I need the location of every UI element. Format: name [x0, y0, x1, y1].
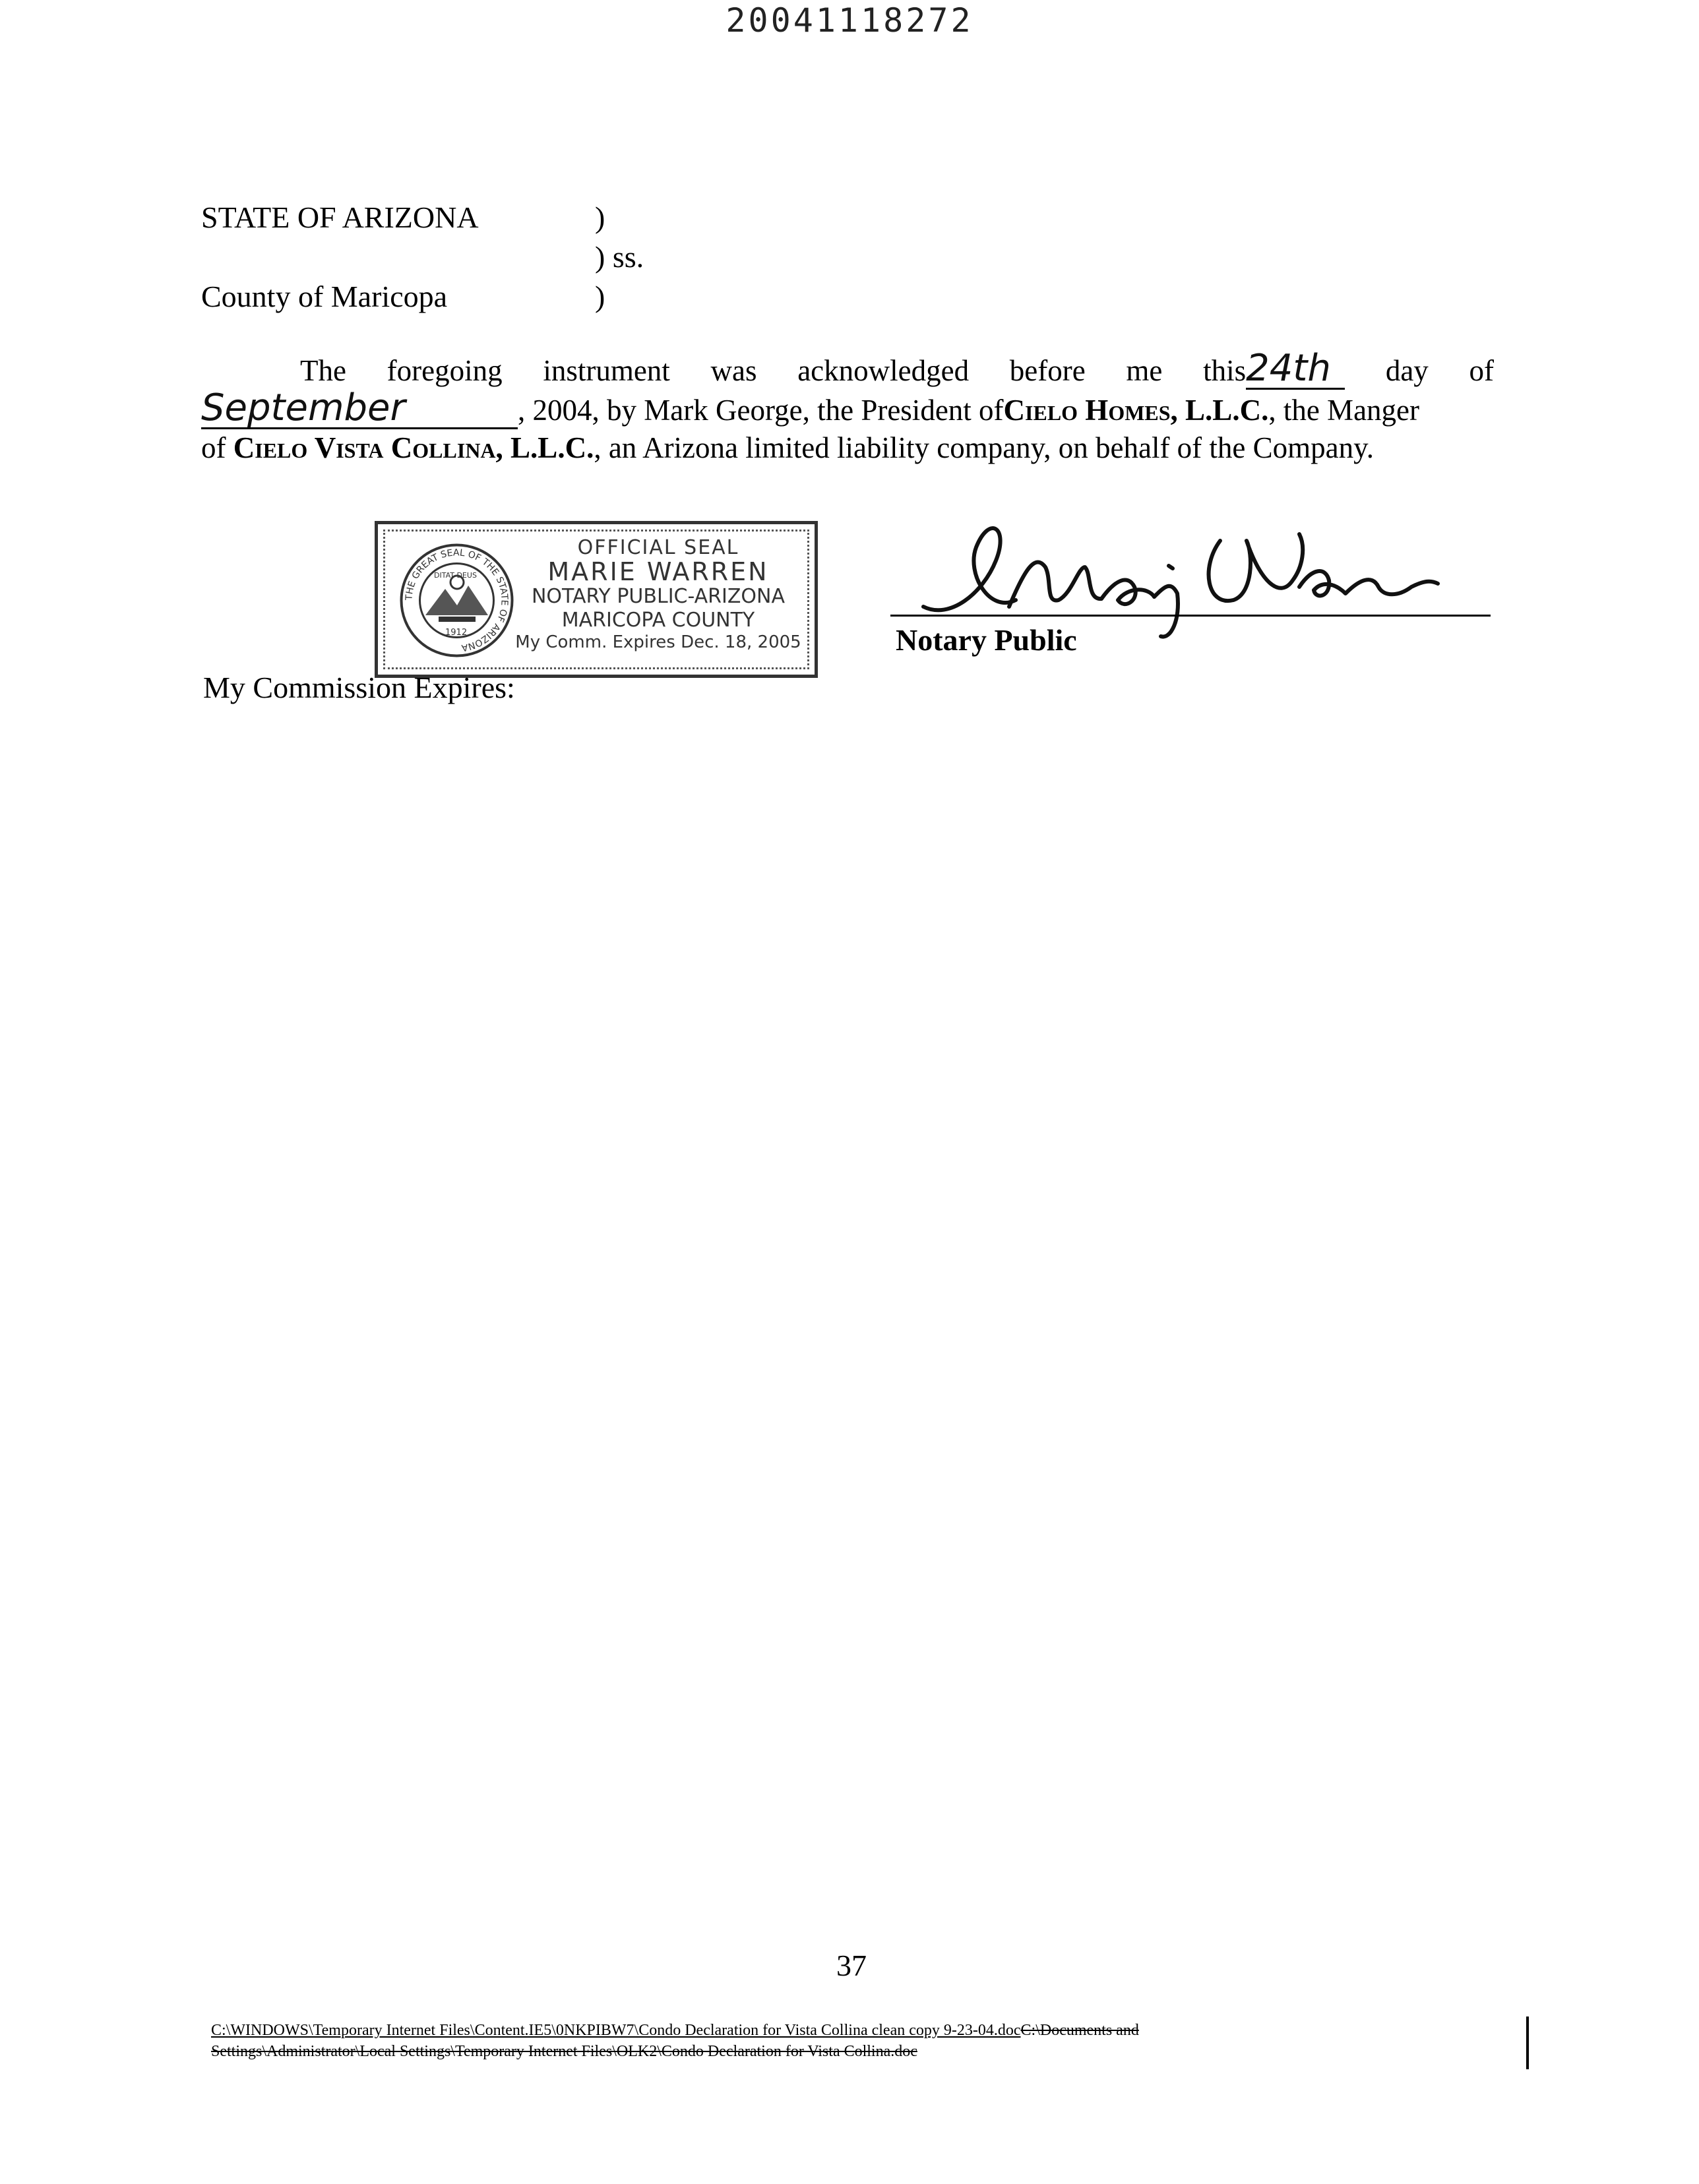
recording-number: 20041118272 [726, 1, 973, 40]
footer-path-struck-1: C:\Documents and [1020, 2022, 1139, 2039]
ack-line2-suffix: , the Manger [1268, 394, 1419, 427]
company-cielo-homes: Cielo Homes, L.L.C. [1003, 394, 1269, 427]
notary-public-label: Notary Public [896, 623, 1077, 657]
seal-expires: My Comm. Expires Dec. 18, 2005 [515, 632, 801, 652]
ack-line-2 [201, 386, 1494, 429]
seal-emblem-motto: DITAT DEUS [434, 571, 477, 580]
seal-notary-name: MARIE WARREN [547, 557, 769, 586]
company-cielo-vista-collina: Cielo Vista Collina, L.L.C. [233, 431, 594, 464]
seal-county: MARICOPA COUNTY [561, 609, 755, 632]
venue-paren-3: ) [595, 280, 605, 313]
ack-line1-prefix: The foregoing instrument was acknowledged before me this [300, 354, 1247, 387]
arizona-state-seal-icon [399, 543, 514, 658]
seal-title: OFFICIAL SEAL [577, 536, 739, 559]
seal-emblem-year: 1912 [445, 628, 468, 638]
venue-paren-1: ) [595, 200, 605, 234]
commission-expires-label: My Commission Expires: [203, 671, 515, 704]
footer-path-line-1 [211, 2022, 1139, 2040]
page-number: 37 [836, 1949, 867, 1982]
notary-seal-stamp [375, 521, 818, 678]
ack-line-3 [201, 429, 1494, 467]
venue-paren-ss: ) ss. [595, 240, 644, 274]
footer-path-underlined: C:\WINDOWS\Temporary Internet Files\Content.IE5\0NKPIBW7\Condo Declaration for Vista Collina clean copy 9-23-04.doc [211, 2022, 1021, 2039]
handwritten-day: 24th [1246, 349, 1345, 390]
footer-path-struck-2: Settings\Administrator\Local Settings\Temporary Internet Files\OLK2\Condo Declaration for Vista Collina.doc [211, 2043, 917, 2060]
ack-line3-suffix: , an Arizona limited liability company, on behalf of the Company. [594, 431, 1374, 464]
revision-change-bar [1526, 2017, 1529, 2069]
ack-line2-text: , 2004, by Mark George, the President of [518, 394, 1004, 427]
venue-state: STATE OF ARIZONA [201, 200, 479, 234]
ack-line1-suffix: day of [1385, 354, 1494, 387]
venue-county: County of Maricopa [201, 280, 448, 313]
ack-line-1 [300, 349, 1494, 390]
signature-line [890, 615, 1491, 617]
seal-emblem-text: THE GREAT SEAL OF THE STATE OF ARIZONA [404, 547, 510, 653]
seal-office: NOTARY PUBLIC-ARIZONA [531, 585, 785, 608]
ack-line3-prefix: of [201, 431, 226, 464]
handwritten-month: September [201, 389, 518, 429]
